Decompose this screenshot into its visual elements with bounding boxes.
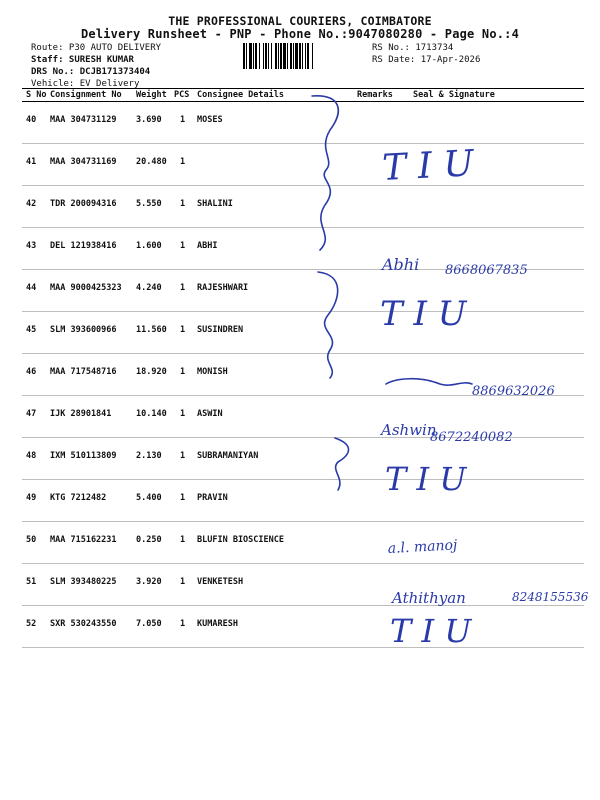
runsheet-subtitle: Delivery Runsheet - PNP - Phone No.:9047080280 - Page No.:4 [80, 27, 520, 41]
cell-consignee: SUBRAMANIYAN [194, 438, 354, 480]
runsheet-table [22, 88, 584, 648]
table-row [22, 438, 584, 480]
tu-note-2: T I U [380, 294, 467, 334]
cell-consignee: MONISH [194, 354, 354, 396]
cell-weight: 5.400 [133, 480, 171, 522]
cell-sno: 44 [22, 270, 47, 312]
cell-pcs: 1 [171, 522, 194, 564]
cell-seal [399, 354, 584, 396]
cell-sno: 51 [22, 564, 47, 606]
cell-sno: 48 [22, 438, 47, 480]
cell-consignee: MOSES [194, 102, 354, 144]
cell-consignment: SXR 530243550 [47, 606, 133, 648]
table-row [22, 186, 584, 228]
cell-pcs: 1 [171, 354, 194, 396]
table-header-row [22, 89, 584, 102]
cell-pcs: 1 [171, 270, 194, 312]
abhi-phone-note: 8668067835 [445, 263, 528, 278]
cell-pcs: 1 [171, 186, 194, 228]
cell-sno: 47 [22, 396, 47, 438]
company-title: THE PROFESSIONAL COURIERS, COIMBATORE [168, 14, 432, 28]
cell-consignment: DEL 121938416 [47, 228, 133, 270]
cell-pcs: 1 [171, 396, 194, 438]
right-meta [372, 42, 480, 66]
barcode [243, 43, 367, 69]
blufin-signature-note: a.l. manoj [387, 537, 458, 557]
table-row [22, 354, 584, 396]
table-row [22, 270, 584, 312]
left-meta [31, 42, 161, 90]
cell-seal [399, 144, 584, 186]
cell-weight: 3.690 [133, 102, 171, 144]
cell-seal [399, 564, 584, 606]
rs-date-text: RS Date: 17-Apr-2026 [372, 55, 481, 65]
cell-weight: 2.130 [133, 438, 171, 480]
cell-sno: 46 [22, 354, 47, 396]
cell-pcs: 1 [171, 606, 194, 648]
drs-text: DRS No.: DCJB171373404 [31, 67, 151, 77]
col-remarks: Remarks [354, 89, 399, 102]
cell-seal [399, 480, 584, 522]
cell-pcs: 1 [171, 312, 194, 354]
cell-pcs: 1 [171, 102, 194, 144]
cell-consignment: MAA 715162231 [47, 522, 133, 564]
cell-consignment: IJK 28901841 [47, 396, 133, 438]
aswin-phone-note: 8869632026 [472, 384, 555, 399]
cell-consignment: MAA 304731129 [47, 102, 133, 144]
cell-seal [399, 270, 584, 312]
cell-sno: 43 [22, 228, 47, 270]
cell-consignee: VENKETESH [194, 564, 354, 606]
cell-seal [399, 312, 584, 354]
cell-remarks [354, 354, 399, 396]
tu-note-3: T I U [385, 460, 467, 498]
cell-weight: 0.250 [133, 522, 171, 564]
abhi-note: Abhi [382, 255, 420, 274]
cell-consignee: SUSINDREN [194, 312, 354, 354]
cell-consignee: KUMARESH [194, 606, 354, 648]
col-seal: Seal & Signature [399, 89, 584, 102]
cell-remarks [354, 102, 399, 144]
cell-sno: 42 [22, 186, 47, 228]
cell-sno: 52 [22, 606, 47, 648]
cell-seal [399, 186, 584, 228]
athithyan-note: Athithyan [392, 589, 466, 607]
cell-weight: 10.140 [133, 396, 171, 438]
col-consignee: Consignee Details [194, 89, 354, 102]
cell-seal [399, 522, 584, 564]
cell-consignee: SHALINI [194, 186, 354, 228]
col-weight: Weight [133, 89, 171, 102]
cell-remarks [354, 606, 399, 648]
cell-remarks [354, 186, 399, 228]
cell-sno: 40 [22, 102, 47, 144]
table-row [22, 564, 584, 606]
cell-pcs: 1 [171, 438, 194, 480]
cell-consignee: BLUFIN BIOSCIENCE [194, 522, 354, 564]
cell-consignee [194, 144, 354, 186]
cell-remarks [354, 228, 399, 270]
cell-weight: 20.480 [133, 144, 171, 186]
ashwin-note: Ashwin [381, 421, 437, 439]
cell-seal [399, 228, 584, 270]
cell-seal [399, 438, 584, 480]
cell-remarks [354, 522, 399, 564]
cell-consignment: MAA 304731169 [47, 144, 133, 186]
cell-consignment: SLM 393600966 [47, 312, 133, 354]
cell-pcs: 1 [171, 564, 194, 606]
cell-pcs: 1 [171, 228, 194, 270]
table-row [22, 522, 584, 564]
cell-consignee: ASWIN [194, 396, 354, 438]
staff-text: Staff: SURESH KUMAR [31, 55, 134, 65]
cell-weight: 18.920 [133, 354, 171, 396]
table-row [22, 396, 584, 438]
rs-no-text: RS No.: 1713734 [372, 43, 454, 53]
cell-consignee: RAJESHWARI [194, 270, 354, 312]
cell-pcs: 1 [171, 480, 194, 522]
cell-consignment: KTG 7212482 [47, 480, 133, 522]
table-row [22, 312, 584, 354]
cell-pcs: 1 [171, 144, 194, 186]
cell-consignment: IXM 510113809 [47, 438, 133, 480]
tu-note-4: T I U [390, 612, 472, 650]
table-row [22, 480, 584, 522]
table-row [22, 228, 584, 270]
col-sno: S No [22, 89, 47, 102]
cell-remarks [354, 564, 399, 606]
vehicle-text: Vehicle: EV Delivery [31, 79, 140, 89]
cell-sno: 49 [22, 480, 47, 522]
cell-consignee: PRAVIN [194, 480, 354, 522]
cell-remarks [354, 480, 399, 522]
cell-remarks [354, 144, 399, 186]
barcode-bar [313, 43, 314, 69]
cell-seal [399, 606, 584, 648]
cell-remarks [354, 438, 399, 480]
cell-consignment: TDR 200094316 [47, 186, 133, 228]
table-row [22, 102, 584, 144]
cell-seal [399, 396, 584, 438]
cell-sno: 50 [22, 522, 47, 564]
col-pcs: PCS [171, 89, 194, 102]
cell-weight: 1.600 [133, 228, 171, 270]
cell-consignment: MAA 717548716 [47, 354, 133, 396]
cell-consignment: MAA 9000425323 [47, 270, 133, 312]
ashwin-phone-note: 8672240082 [430, 430, 513, 445]
route-text: Route: P30 AUTO DELIVERY [31, 43, 162, 53]
cell-remarks [354, 312, 399, 354]
athithyan-phone-note: 8248155536 [512, 590, 589, 604]
cell-sno: 41 [22, 144, 47, 186]
cell-remarks [354, 396, 399, 438]
cell-weight: 11.560 [133, 312, 171, 354]
cell-weight: 4.240 [133, 270, 171, 312]
cell-sno: 45 [22, 312, 47, 354]
cell-weight: 7.050 [133, 606, 171, 648]
cell-consignee: ABHI [194, 228, 354, 270]
cell-consignment: SLM 393480225 [47, 564, 133, 606]
table-row [22, 606, 584, 648]
cell-seal [399, 102, 584, 144]
cell-weight: 3.920 [133, 564, 171, 606]
cell-weight: 5.550 [133, 186, 171, 228]
cell-remarks [354, 270, 399, 312]
table-row [22, 144, 584, 186]
tu-note-1: T I U [381, 143, 475, 189]
col-consignment: Consignment No [47, 89, 133, 102]
